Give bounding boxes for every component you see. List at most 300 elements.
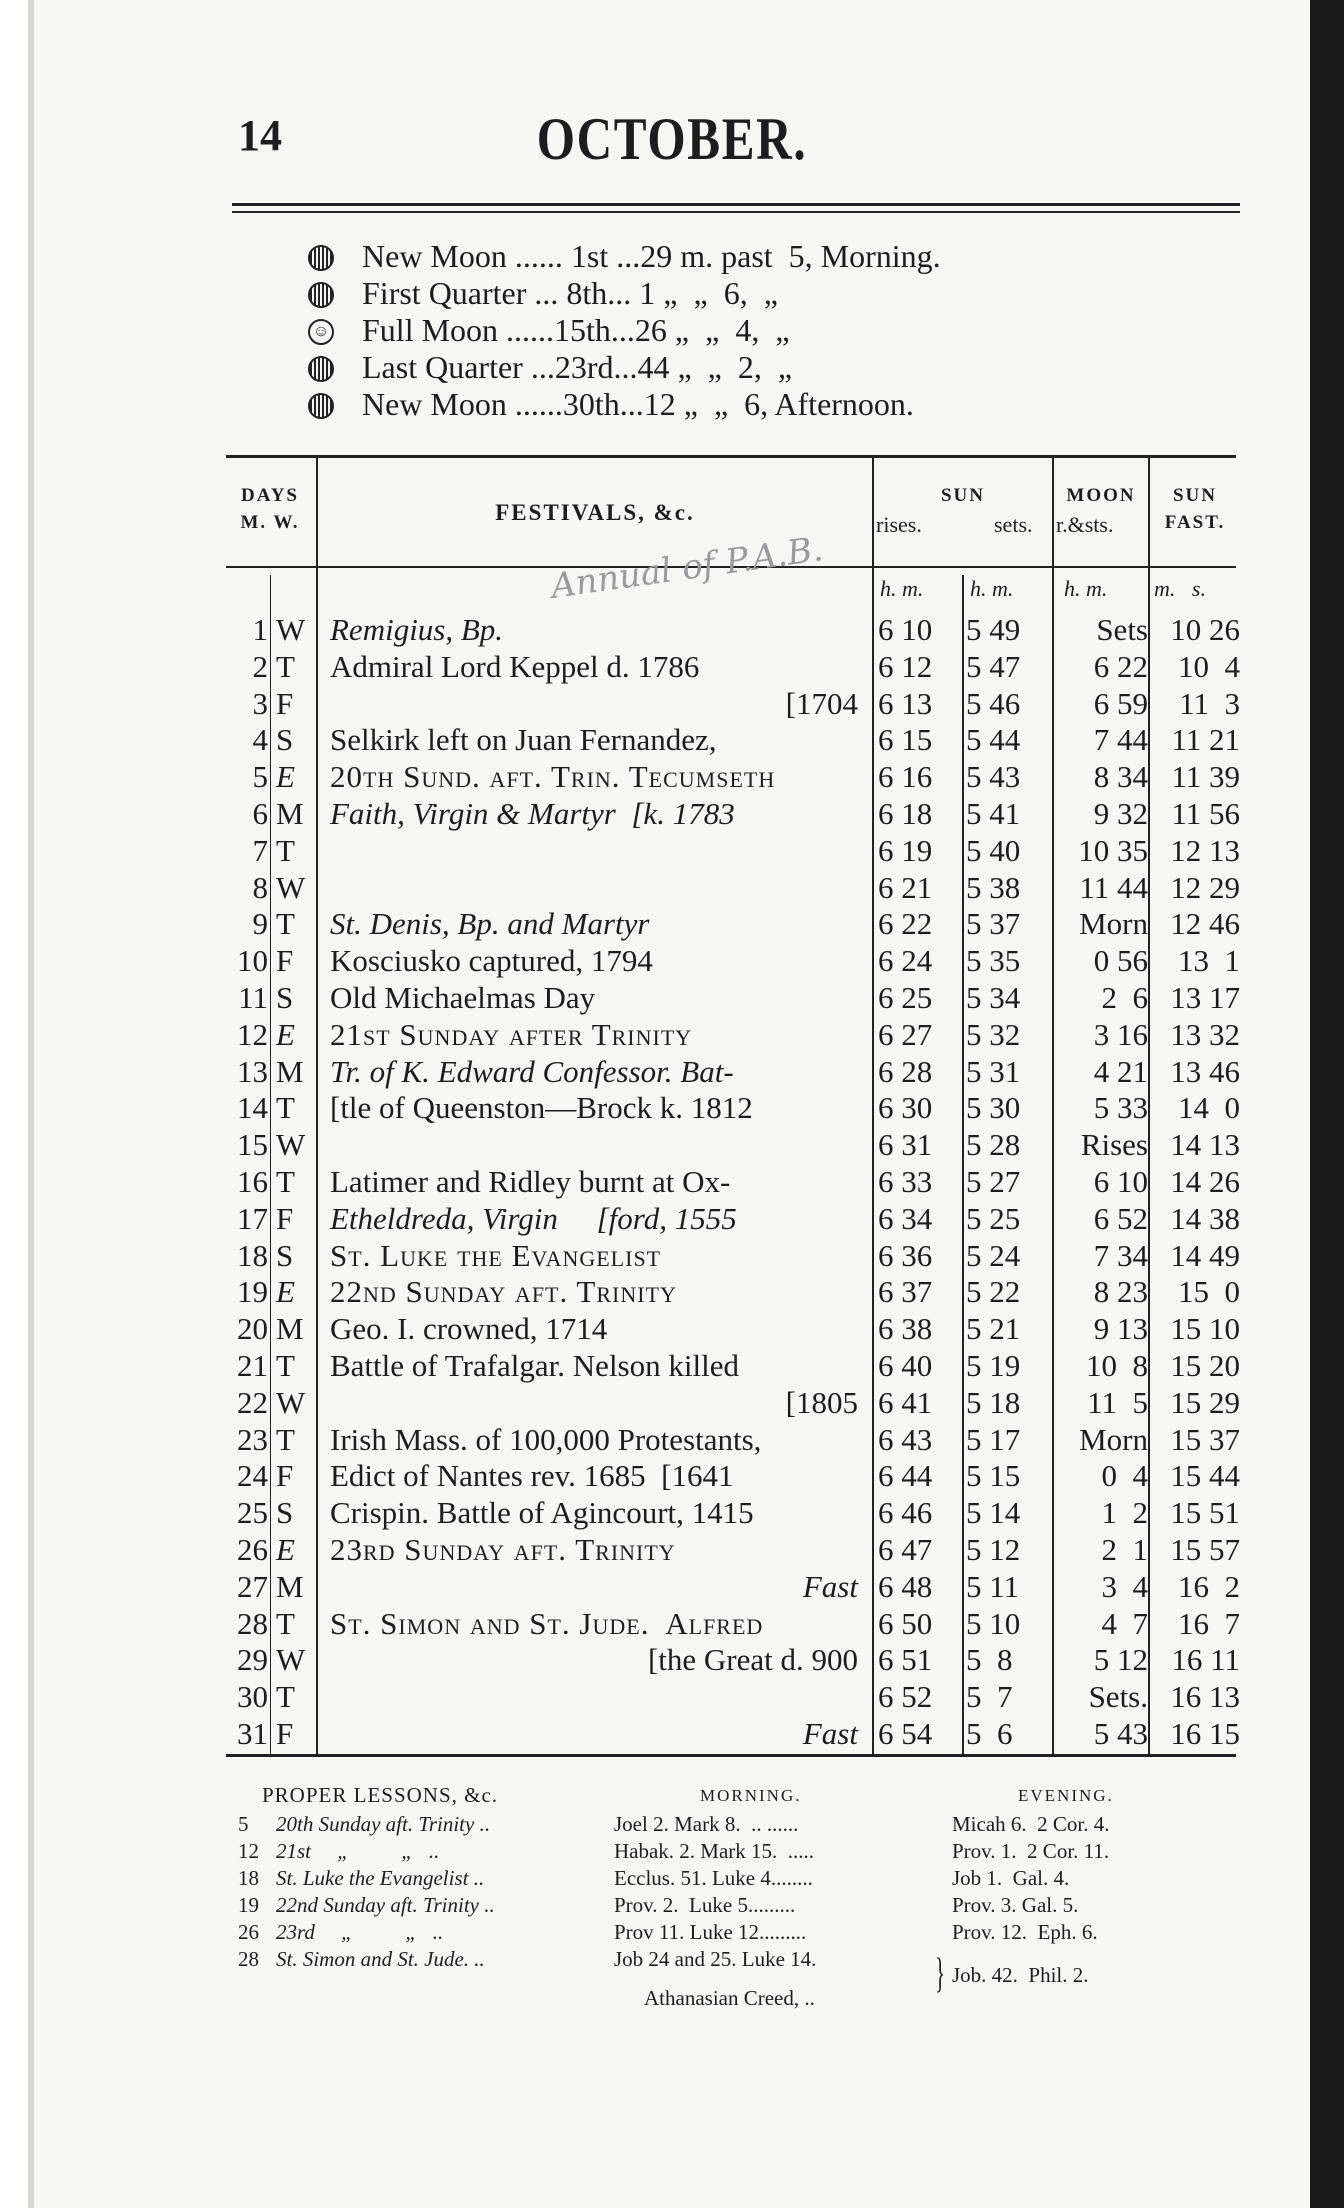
day-of-week: S xyxy=(276,1237,294,1273)
sun-sets: 5 22 xyxy=(966,1274,1021,1310)
moon-rises-sets: Rises xyxy=(1080,1127,1148,1163)
lesson-evening: Job 1. Gal. 4. xyxy=(952,1866,1070,1890)
sun-sets: 5 21 xyxy=(966,1311,1021,1347)
festival: Battle of Trafalgar. Nelson killed xyxy=(330,1348,739,1383)
lesson-morning: Habak. 2. Mark 15. ..... xyxy=(614,1839,815,1863)
moon-rises-sets: 0 56 xyxy=(1093,943,1148,979)
sun-fast: 15 10 xyxy=(1170,1311,1240,1347)
day-of-week: W xyxy=(276,1642,306,1678)
festival: 20th Sund. aft. Trin. Tecumseth xyxy=(330,759,776,795)
day-of-week: T xyxy=(276,906,295,942)
sun-fast: 15 44 xyxy=(1170,1458,1240,1494)
table-row xyxy=(0,1164,1344,1201)
day-of-week: S xyxy=(276,1495,294,1531)
sun-rises: 6 24 xyxy=(878,943,933,979)
day-of-week: W xyxy=(276,1127,306,1163)
moon-phases xyxy=(308,238,1168,423)
lesson-name: St. Simon and St. Jude. .. xyxy=(276,1947,485,1971)
sun-sets: 5 43 xyxy=(966,759,1021,795)
festival: St. Denis, Bp. and Martyr xyxy=(330,906,650,942)
lesson-name: St. Luke the Evangelist .. xyxy=(276,1866,485,1890)
day-of-month: 8 xyxy=(252,869,268,905)
sun-rises: 6 47 xyxy=(878,1532,933,1567)
full-moon-icon: ☺ xyxy=(308,319,334,345)
sun-fast: 11 56 xyxy=(1171,796,1240,831)
sun-fast: 16 13 xyxy=(1170,1679,1240,1715)
lessons-morning-header: MORNING. xyxy=(700,1786,802,1805)
moon-phase-text: New Moon ......30th...12 „ „ 6, Afternoon. xyxy=(362,386,914,422)
moon-rises-sets: 6 10 xyxy=(1093,1164,1148,1199)
sun-sets: 5 6 xyxy=(966,1716,1013,1751)
day-of-month: 18 xyxy=(237,1237,268,1273)
day-of-week: T xyxy=(276,1164,295,1199)
sun-fast: 15 57 xyxy=(1170,1532,1240,1567)
day-of-week: T xyxy=(276,1679,295,1715)
lesson-evening: Prov. 3. Gal. 5. xyxy=(952,1893,1079,1917)
sun-fast: 13 1 xyxy=(1178,943,1240,979)
day-of-week: T xyxy=(276,1421,295,1457)
day-of-week: W xyxy=(276,1384,306,1420)
sun-rises: 6 43 xyxy=(878,1421,933,1457)
sun-sets: 5 44 xyxy=(966,722,1021,758)
sun-fast: 13 46 xyxy=(1170,1053,1240,1089)
table-row xyxy=(0,612,1344,649)
sun-fast: 10 26 xyxy=(1170,612,1240,647)
table-row xyxy=(0,1054,1344,1091)
sun-rises: 6 22 xyxy=(878,906,933,942)
header-days: DAYS xyxy=(241,485,299,506)
header-sets: sets. xyxy=(994,512,1033,537)
lesson-evening: Prov. 1. 2 Cor. 11. xyxy=(952,1839,1110,1863)
table-row xyxy=(0,1458,1344,1495)
table-row xyxy=(0,686,1344,723)
table-row xyxy=(0,722,1344,759)
sun-fast: 11 21 xyxy=(1171,722,1240,758)
lessons-extra: Athanasian Creed, .. xyxy=(644,1986,815,2010)
sun-sets: 5 40 xyxy=(966,832,1021,868)
day-of-week: E xyxy=(276,1016,295,1052)
table-row xyxy=(0,1532,1344,1569)
brace: } xyxy=(935,1951,946,1997)
moon-rises-sets: 7 44 xyxy=(1093,722,1148,758)
moon-phase-text: First Quarter ... 8th... 1 „ „ 6, „ xyxy=(362,275,778,311)
sun-rises: 6 30 xyxy=(878,1090,933,1126)
page-title: OCTOBER. xyxy=(536,106,808,172)
day-of-week: T xyxy=(276,648,295,684)
sun-sets: 5 41 xyxy=(966,796,1021,831)
moon-phase-text: New Moon ...... 1st ...29 m. past 5, Morning. xyxy=(362,238,941,274)
sun-sets: 5 47 xyxy=(966,648,1021,684)
day-of-month: 26 xyxy=(237,1532,268,1567)
sun-rises: 6 44 xyxy=(878,1458,933,1494)
moon-rises-sets: 5 43 xyxy=(1093,1716,1148,1751)
sun-rises: 6 25 xyxy=(878,980,933,1015)
unit-sun-fast: m. s. xyxy=(1154,576,1206,601)
sun-fast: 15 29 xyxy=(1170,1384,1240,1420)
sun-fast: 15 37 xyxy=(1170,1421,1240,1457)
day-of-week: S xyxy=(276,980,294,1015)
festival: Fast xyxy=(802,1568,858,1604)
day-of-month: 31 xyxy=(237,1716,268,1751)
day-of-month: 17 xyxy=(237,1200,268,1236)
moon-rises-sets: 5 12 xyxy=(1093,1642,1148,1678)
moon-phase-row xyxy=(308,275,1168,312)
sun-fast: 14 49 xyxy=(1170,1237,1240,1273)
festival: Selkirk left on Juan Fernandez, xyxy=(330,722,717,758)
moon-rises-sets: Sets. xyxy=(1088,1679,1148,1715)
day-of-month: 9 xyxy=(252,906,268,942)
day-of-week: M xyxy=(276,1053,304,1089)
moon-rises-sets: 5 33 xyxy=(1093,1090,1148,1126)
lesson-day: 5 xyxy=(238,1812,249,1836)
sun-rises: 6 34 xyxy=(878,1200,933,1236)
festival: Remigius, Bp. xyxy=(330,612,504,647)
table-row xyxy=(0,1716,1344,1753)
day-of-month: 3 xyxy=(252,685,268,721)
sun-fast: 16 15 xyxy=(1170,1716,1240,1751)
sun-fast: 14 26 xyxy=(1170,1164,1240,1199)
table-row xyxy=(0,1606,1344,1643)
sun-sets: 5 46 xyxy=(966,685,1021,721)
sun-rises: 6 12 xyxy=(878,648,933,684)
header-moon: MOON xyxy=(1066,485,1136,506)
day-of-month: 11 xyxy=(238,980,268,1015)
unit-moon: h. m. xyxy=(1064,576,1108,601)
festival: Old Michaelmas Day xyxy=(330,980,596,1015)
table-row xyxy=(0,1090,1344,1127)
moon-rises-sets: 11 5 xyxy=(1087,1384,1148,1420)
handwritten-note: Annual of P.A.B. xyxy=(548,529,826,607)
lesson-day: 18 xyxy=(238,1866,259,1890)
sun-rises: 6 21 xyxy=(878,869,933,905)
festival: Faith, Virgin & Martyr [k. 1783 xyxy=(330,796,735,831)
day-of-week: W xyxy=(276,869,306,905)
lesson-morning: Prov. 2. Luke 5......... xyxy=(614,1893,796,1917)
festival: Geo. I. crowned, 1714 xyxy=(330,1311,608,1347)
festival: St. Simon and St. Jude. Alfred xyxy=(330,1605,764,1641)
day-of-week: F xyxy=(276,1200,294,1236)
moon-phase-text: Last Quarter ...23rd...44 „ „ 2, „ xyxy=(362,349,793,385)
sun-sets: 5 17 xyxy=(966,1421,1021,1457)
festival: Irish Mass. of 100,000 Protestants, xyxy=(330,1421,762,1457)
sun-rises: 6 37 xyxy=(878,1274,933,1310)
moon-phase-row xyxy=(308,349,1168,386)
sun-fast: 11 39 xyxy=(1171,759,1240,795)
lesson-morning: Job 24 and 25. Luke 14. xyxy=(614,1947,817,1971)
page-number: 14 xyxy=(238,111,282,160)
day-of-week: F xyxy=(276,685,294,721)
sun-rises: 6 36 xyxy=(878,1237,933,1273)
day-of-week: M xyxy=(276,1311,304,1347)
table-row xyxy=(0,1495,1344,1532)
moon-rises-sets: 6 52 xyxy=(1093,1200,1148,1236)
sun-rises: 6 41 xyxy=(878,1384,933,1420)
table-row xyxy=(0,1311,1344,1348)
day-of-week: M xyxy=(276,796,304,831)
moon-rises-sets: 11 44 xyxy=(1079,869,1148,905)
festival: [1805 xyxy=(785,1384,858,1420)
lesson-morning: Prov 11. Luke 12......... xyxy=(614,1920,807,1944)
moon-rises-sets: 4 21 xyxy=(1093,1053,1148,1089)
day-of-month: 25 xyxy=(237,1495,268,1531)
sun-rises: 6 19 xyxy=(878,832,933,868)
table-row xyxy=(0,906,1344,943)
lesson-day: 26 xyxy=(238,1920,259,1944)
lesson-morning: Joel 2. Mark 8. .. ...... xyxy=(614,1812,799,1836)
day-of-week: M xyxy=(276,1568,304,1604)
festival: 23rd Sunday aft. Trinity xyxy=(330,1532,676,1567)
rule-table-bottom xyxy=(226,1754,1236,1757)
sun-rises: 6 48 xyxy=(878,1568,933,1604)
festival: Edict of Nantes rev. 1685 [1641 xyxy=(330,1458,734,1494)
sun-rises: 6 16 xyxy=(878,759,933,795)
sun-sets: 5 25 xyxy=(966,1200,1021,1236)
lesson-morning: Ecclus. 51. Luke 4........ xyxy=(614,1866,813,1890)
lesson-day: 19 xyxy=(238,1893,259,1917)
moon-rises-sets: 3 16 xyxy=(1093,1016,1148,1052)
day-of-week: E xyxy=(276,759,295,795)
sun-fast: 14 0 xyxy=(1178,1090,1240,1126)
day-of-month: 6 xyxy=(252,796,268,831)
day-of-month: 10 xyxy=(237,943,268,979)
table-row xyxy=(0,1127,1344,1164)
sun-fast: 13 32 xyxy=(1170,1016,1240,1052)
sun-rises: 6 51 xyxy=(878,1642,933,1678)
first-quarter-icon xyxy=(308,282,334,308)
sun-rises: 6 27 xyxy=(878,1016,933,1052)
lessons-evening-header: EVENING. xyxy=(1018,1786,1114,1805)
sun-sets: 5 8 xyxy=(966,1642,1013,1678)
sun-sets: 5 49 xyxy=(966,612,1021,647)
festival: 21st Sunday after Trinity xyxy=(330,1016,693,1052)
moon-rises-sets: 8 34 xyxy=(1093,759,1148,795)
table-row xyxy=(0,1201,1344,1238)
day-of-month: 21 xyxy=(237,1348,268,1383)
day-of-week: W xyxy=(276,612,306,647)
sun-rises: 6 13 xyxy=(878,685,933,721)
sun-fast: 16 7 xyxy=(1178,1605,1240,1641)
sun-sets: 5 34 xyxy=(966,980,1021,1015)
header-rises: rises. xyxy=(876,512,922,537)
moon-rises-sets: 7 34 xyxy=(1093,1237,1148,1273)
table-row xyxy=(0,796,1344,833)
sun-rises: 6 10 xyxy=(878,612,933,647)
festival: [1704 xyxy=(785,685,858,721)
moon-phase-row xyxy=(308,386,1168,423)
sun-fast: 12 46 xyxy=(1170,906,1240,942)
sun-rises: 6 46 xyxy=(878,1495,933,1531)
sun-sets: 5 7 xyxy=(966,1679,1013,1715)
festival: Admiral Lord Keppel d. 1786 xyxy=(330,648,700,684)
day-of-month: 29 xyxy=(237,1642,268,1678)
moon-rises-sets: Sets xyxy=(1096,612,1148,647)
moon-rises-sets: 2 1 xyxy=(1101,1532,1148,1567)
day-of-week: T xyxy=(276,1605,295,1641)
lesson-name: 22nd Sunday aft. Trinity .. xyxy=(276,1893,495,1917)
lesson-name: 21st „ „ .. xyxy=(276,1839,440,1863)
day-of-week: F xyxy=(276,1458,294,1494)
sun-sets: 5 24 xyxy=(966,1237,1021,1273)
lessons-title: PROPER LESSONS, &c. xyxy=(262,1783,499,1807)
header-fast: FAST. xyxy=(1164,512,1226,533)
unit-sets: h. m. xyxy=(970,576,1014,601)
table-row xyxy=(0,649,1344,686)
sun-rises: 6 52 xyxy=(878,1679,933,1715)
table-row xyxy=(0,833,1344,870)
sun-fast: 13 17 xyxy=(1170,980,1240,1015)
header-moon-sub: r.&sts. xyxy=(1056,512,1114,537)
moon-rises-sets: 3 4 xyxy=(1101,1568,1148,1604)
table-row xyxy=(0,1274,1344,1311)
day-of-week: E xyxy=(276,1274,295,1310)
new-moon-icon xyxy=(308,393,334,419)
moon-rises-sets: 6 22 xyxy=(1093,648,1148,684)
header-mw: M. W. xyxy=(240,512,300,533)
sun-sets: 5 14 xyxy=(966,1495,1021,1531)
sun-rises: 6 54 xyxy=(878,1716,933,1751)
table-row xyxy=(0,1238,1344,1275)
festival: Fast xyxy=(802,1716,858,1751)
table-row xyxy=(0,1385,1344,1422)
sun-sets: 5 12 xyxy=(966,1532,1021,1567)
table-row xyxy=(0,943,1344,980)
festival: 22nd Sunday aft. Trinity xyxy=(330,1274,677,1310)
festival: [tle of Queenston—Brock k. 1812 xyxy=(330,1090,753,1126)
sun-rises: 6 18 xyxy=(878,796,933,831)
table-row xyxy=(0,1348,1344,1385)
day-of-week: T xyxy=(276,832,295,868)
moon-phase-row xyxy=(308,312,1168,349)
sun-sets: 5 18 xyxy=(966,1384,1021,1420)
sun-rises: 6 50 xyxy=(878,1605,933,1641)
lesson-evening: Prov. 12. Eph. 6. xyxy=(952,1920,1098,1944)
day-of-week: F xyxy=(276,1716,294,1751)
sun-rises: 6 15 xyxy=(878,722,933,758)
last-quarter-icon xyxy=(308,356,334,382)
day-of-week: F xyxy=(276,943,294,979)
table-row xyxy=(0,759,1344,796)
day-of-month: 7 xyxy=(252,832,268,868)
day-of-month: 24 xyxy=(237,1458,268,1494)
moon-rises-sets: 0 4 xyxy=(1101,1458,1148,1494)
lesson-evening: Job. 42. Phil. 2. xyxy=(952,1963,1089,1987)
sun-fast: 12 29 xyxy=(1170,869,1240,905)
day-of-month: 16 xyxy=(237,1164,268,1199)
moon-rises-sets: 9 32 xyxy=(1093,796,1148,831)
day-of-week: T xyxy=(276,1090,295,1126)
moon-rises-sets: 9 13 xyxy=(1093,1311,1148,1347)
sun-rises: 6 31 xyxy=(878,1127,933,1163)
sun-rises: 6 38 xyxy=(878,1311,933,1347)
sun-fast: 10 4 xyxy=(1178,648,1240,684)
sun-sets: 5 15 xyxy=(966,1458,1021,1494)
day-of-month: 22 xyxy=(237,1384,268,1420)
sun-sets: 5 38 xyxy=(966,869,1021,905)
lesson-day: 28 xyxy=(238,1947,259,1971)
day-of-month: 28 xyxy=(237,1605,268,1641)
sun-sets: 5 19 xyxy=(966,1348,1021,1383)
festival: Tr. of K. Edward Confessor. Bat- xyxy=(330,1053,734,1089)
unit-rises: h. m. xyxy=(880,576,924,601)
sun-fast: 15 20 xyxy=(1170,1348,1240,1383)
sun-fast: 16 2 xyxy=(1178,1568,1240,1604)
moon-rises-sets: Morn xyxy=(1079,906,1148,942)
lesson-name: 23rd „ „ .. xyxy=(276,1920,444,1944)
day-of-month: 14 xyxy=(237,1090,268,1126)
moon-rises-sets: 1 2 xyxy=(1101,1495,1148,1531)
day-of-month: 20 xyxy=(237,1311,268,1347)
sun-sets: 5 28 xyxy=(966,1127,1021,1163)
day-of-month: 1 xyxy=(252,612,268,647)
moon-rises-sets: Morn xyxy=(1079,1421,1148,1457)
rule-table-top xyxy=(226,455,1236,458)
table-row xyxy=(0,1017,1344,1054)
festival: [the Great d. 900 xyxy=(647,1642,858,1678)
day-of-week: T xyxy=(276,1348,295,1383)
day-of-week: S xyxy=(276,722,294,758)
sun-sets: 5 30 xyxy=(966,1090,1021,1126)
day-of-month: 12 xyxy=(237,1016,268,1052)
day-of-month: 5 xyxy=(252,759,268,795)
header-festivals: FESTIVALS, &c. xyxy=(495,500,695,525)
moon-rises-sets: 6 59 xyxy=(1093,685,1148,721)
sun-sets: 5 10 xyxy=(966,1605,1021,1641)
sun-fast: 14 13 xyxy=(1170,1127,1240,1163)
festival: St. Luke the Evangelist xyxy=(330,1237,662,1273)
day-of-month: 30 xyxy=(237,1679,268,1715)
table-row xyxy=(0,870,1344,907)
sun-sets: 5 11 xyxy=(966,1568,1020,1604)
day-of-month: 4 xyxy=(252,722,268,758)
sun-fast: 16 11 xyxy=(1171,1642,1240,1678)
table-row xyxy=(0,1679,1344,1716)
lesson-evening: Micah 6. 2 Cor. 4. xyxy=(952,1812,1110,1836)
table-row xyxy=(0,980,1344,1017)
day-of-month: 13 xyxy=(237,1053,268,1089)
sun-sets: 5 27 xyxy=(966,1164,1021,1199)
sun-fast: 15 51 xyxy=(1170,1495,1240,1531)
sun-sets: 5 35 xyxy=(966,943,1021,979)
sun-sets: 5 32 xyxy=(966,1016,1021,1052)
sun-fast: 14 38 xyxy=(1170,1200,1240,1236)
rule-top-1 xyxy=(232,203,1240,206)
sun-fast: 11 3 xyxy=(1179,685,1240,721)
day-of-month: 27 xyxy=(237,1568,268,1604)
festival: Kosciusko captured, 1794 xyxy=(330,943,653,979)
table-row xyxy=(0,1569,1344,1606)
festival: Latimer and Ridley burnt at Ox- xyxy=(330,1164,731,1199)
header-sun-fast: SUN xyxy=(1172,485,1217,506)
sun-sets: 5 37 xyxy=(966,906,1021,942)
day-of-month: 23 xyxy=(237,1421,268,1457)
new-moon-icon xyxy=(308,245,334,271)
rule-top-2 xyxy=(232,211,1240,213)
day-of-month: 15 xyxy=(237,1127,268,1163)
lesson-day: 12 xyxy=(238,1839,259,1863)
festival: Etheldreda, Virgin [ford, 1555 xyxy=(330,1200,737,1236)
header-sun: SUN xyxy=(940,485,985,506)
sun-rises: 6 40 xyxy=(878,1348,933,1383)
sun-rises: 6 28 xyxy=(878,1053,933,1089)
sun-rises: 6 33 xyxy=(878,1164,933,1199)
table-row xyxy=(0,1642,1344,1679)
day-of-week: E xyxy=(276,1532,295,1567)
sun-fast: 12 13 xyxy=(1170,832,1240,868)
moon-phase-row xyxy=(308,238,1168,275)
sun-fast: 15 0 xyxy=(1178,1274,1240,1310)
moon-rises-sets: 2 6 xyxy=(1101,980,1148,1015)
moon-rises-sets: 4 7 xyxy=(1101,1605,1148,1641)
